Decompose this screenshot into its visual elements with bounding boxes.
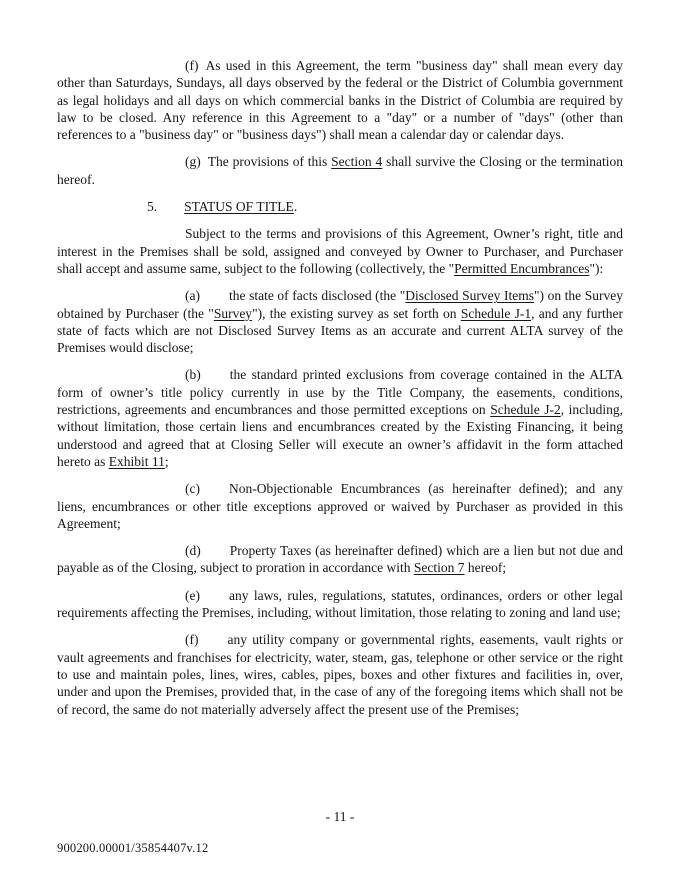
clause-label: (e) — [185, 587, 200, 603]
underlined-text: STATUS OF TITLE — [184, 199, 294, 215]
text-segment: , and any further state of facts which are not Disclosed Survey Items as an accurate and current ALTA survey of the Premises would disclose; — [57, 305, 624, 356]
underlined-text: Disclosed Survey Items — [405, 288, 534, 304]
text-segment: any laws, rules, regulations, statutes, ordinances, orders or other legal requirements affecting the Premises, including, without limitation, those relating to zoning and land use; — [57, 587, 623, 621]
underlined-text: Schedule J-2 — [490, 402, 561, 418]
subclause-a-survey-items — [57, 287, 623, 356]
text-segment: Non-Objectionable Encumbrances (as hereinafter defined); and any liens, encumbrances or other title exceptions approved or waived by Purchaser as provided in this Agreement; — [57, 481, 623, 531]
footer-doc-number: 900200.00001/35854407v.12 — [57, 841, 209, 855]
subclause-f-utility-rights — [57, 631, 623, 717]
text-segment: , including, without limitation, those certain liens and encumbrances created by the Existing Financing, it being understood and agreed that at Closing Seller will execute an owner’s affidavit in the form attached hereto as — [57, 402, 624, 469]
text-segment: the state of facts disclosed (the " — [228, 288, 406, 304]
text-segment: Subject to the terms and provisions of this Agreement, Owner’s right, title and interest in the Premises shall be sold, assigned and conveyed by Owner to Purchaser, and Purchaser shall accept and assume same, subject to the following (collectively, the " — [57, 226, 623, 276]
footer-page-number: - 11 - — [325, 809, 355, 824]
text-segment: the standard printed exclusions from coverage contained in the ALTA form of owner’s title policy currently in use by the Title Company, the easements, conditions, restrictions, agreements and encumbrances and those permitted exceptions on — [57, 367, 623, 418]
document-body — [57, 57, 623, 728]
text-segment: The provisions of this — [207, 154, 332, 170]
section-5-heading — [57, 198, 623, 215]
clause-label: (f) — [185, 632, 199, 648]
text-segment: any utility company or governmental rights, easements, vault rights or vault agreements and franchises for electricity, water, steam, gas, telephone or other service or the right to use and maintain poles, lines, wires, cables, pipes, boxes and other fixtures and facilities in, over, under and upon the Premises, provided that, in the case of any of the foregoing items which shall not be of record, the same do not materially adversely affect the present use of the Premises; — [57, 632, 623, 717]
section-5-intro — [57, 225, 623, 277]
text-segment: ; — [164, 453, 169, 469]
clause-label: (b) — [185, 367, 201, 383]
text-segment: . — [293, 199, 298, 215]
text-segment: Property Taxes (as hereinafter defined) which are a lien but not due and payable as of the Closing, subject to proration in accordance with — [57, 543, 623, 576]
text-segment: shall survive the Closing or the termination hereof. — [57, 154, 623, 187]
clause-g-survival — [57, 153, 623, 188]
subclause-c-non-objectionable — [57, 480, 623, 532]
clause-label: (c) — [185, 481, 200, 497]
underlined-text: Survey — [213, 305, 253, 321]
text-segment: "): — [589, 260, 604, 276]
clause-f-business-day — [57, 57, 623, 143]
subclause-e-laws-zoning — [57, 587, 623, 622]
text-segment: "), the existing survey as set forth on — [252, 305, 461, 321]
clause-label: (f) — [185, 58, 199, 73]
clause-label: (d) — [185, 543, 201, 559]
underlined-text: Exhibit 11 — [108, 453, 165, 469]
underlined-text: Section 7 — [413, 560, 465, 576]
underlined-text: Permitted Encumbrances — [454, 260, 590, 276]
underlined-text: Section 4 — [331, 154, 383, 170]
clause-label: (g) — [185, 154, 201, 170]
text-segment: hereof; — [464, 560, 507, 576]
clause-label: 5. — [147, 199, 158, 215]
text-segment: ") on the Survey obtained by Purchaser (the " — [57, 288, 624, 321]
underlined-text: Schedule J-1 — [460, 305, 532, 321]
text-segment: As used in this Agreement, the term "business day" shall mean every day other than Saturdays, Sundays, all days observed by the federal or the District of Columbia government as legal holidays and all days on which commercial banks in the District of Columbia are required by law to be closed. Any reference in this Agreement to a "day" or a number of "days" (other than references to a "business day" or "business days") shall mean a calendar day or calendar days. — [57, 58, 623, 143]
subclause-b-title-policy-exclusions — [57, 366, 623, 470]
clause-label: (a) — [185, 288, 200, 304]
subclause-d-property-taxes — [57, 542, 623, 577]
